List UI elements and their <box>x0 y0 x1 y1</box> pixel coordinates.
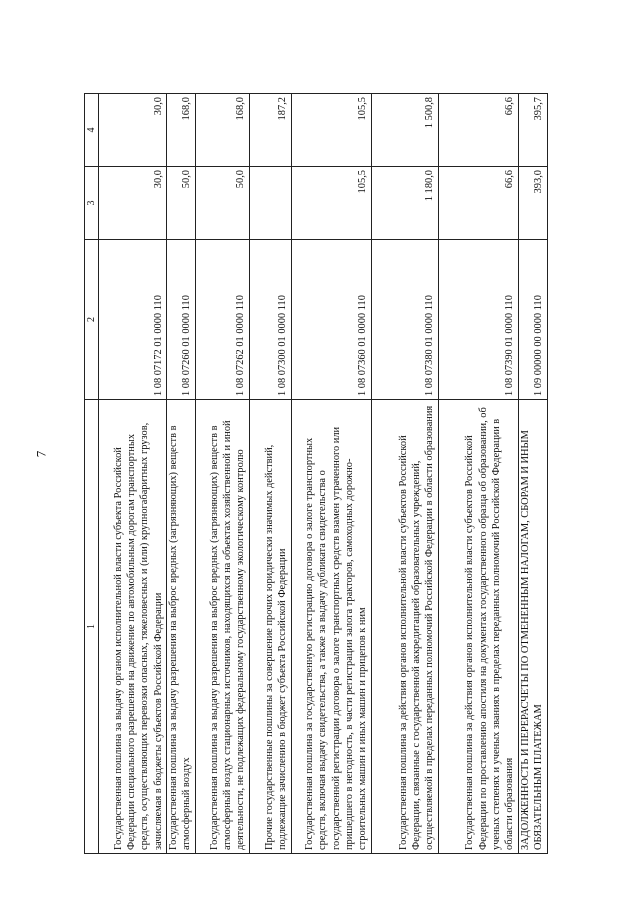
row-name-cell: Государственная пошлина за выдачу разрешения на выброс вредных (загрязняющих) веществ в атмосферный воздух стационарных источников, находящихся на объектах хозяйственной и иной деятельности, не подлежащих федеральному государственному экологическому контролю <box>195 400 249 854</box>
column-header: 1 <box>85 400 99 854</box>
table-row <box>99 94 167 854</box>
table-row <box>438 94 518 854</box>
row-value-col4-cell: 66,6 <box>438 94 518 167</box>
column-header: 3 <box>85 167 99 240</box>
page-number: 7 <box>33 450 49 458</box>
row-name-cell: Прочие государственные пошлины за совершение прочих юридически значимых действий, подлежащие зачислению в бюджет субъекта Российской Федерации <box>249 400 291 854</box>
column-header: 4 <box>85 94 99 167</box>
row-code-cell: 1 08 07300 01 0000 110 <box>249 240 291 400</box>
row-value-col4-cell: 1 500,8 <box>371 94 438 167</box>
row-value-col3-cell: 30,0 <box>99 167 167 240</box>
row-value-col3-cell: 50,0 <box>195 167 249 240</box>
row-value-col3-cell: 1 180,0 <box>371 167 438 240</box>
table-row <box>291 94 371 854</box>
row-code-cell: 1 08 07360 01 0000 110 <box>291 240 371 400</box>
row-value-col3-cell: 66,6 <box>438 167 518 240</box>
row-value-col4-cell: 168,0 <box>195 94 249 167</box>
table-header-row <box>85 94 99 854</box>
row-value-col3-cell <box>249 167 291 240</box>
row-value-col4-cell: 30,0 <box>99 94 167 167</box>
row-code-cell: 1 08 07262 01 0000 110 <box>195 240 249 400</box>
row-value-col3-cell: 393,0 <box>518 167 547 240</box>
row-code-cell: 1 08 07260 01 0000 110 <box>167 240 196 400</box>
row-value-col4-cell: 168,0 <box>167 94 196 167</box>
row-value-col3-cell: 50,0 <box>167 167 196 240</box>
table-row <box>167 94 196 854</box>
table-row <box>371 94 438 854</box>
row-code-cell: 1 08 07390 01 0000 110 <box>438 240 518 400</box>
row-value-col4-cell: 187,2 <box>249 94 291 167</box>
row-name-cell: Государственная пошлина за выдачу разрешения на выброс вредных (загрязняющих) веществ в атмосферный воздух <box>167 400 196 854</box>
row-value-col3-cell: 105,5 <box>291 167 371 240</box>
row-code-cell: 1 08 07380 01 0000 110 <box>371 240 438 400</box>
row-value-col4-cell: 105,5 <box>291 94 371 167</box>
rotated-page-content <box>84 94 554 854</box>
row-code-cell: 1 08 07172 01 0000 110 <box>99 240 167 400</box>
table-row <box>195 94 249 854</box>
row-name-cell: Государственная пошлина за действия органов исполнительной власти субъектов Российской Федерации, связанные с государственной аккредитацией образовательных учреждений, осуществляемой в пределах переданных полномочий Российской Федерации в области образования <box>371 400 438 854</box>
row-name-cell: Государственная пошлина за государственную регистрацию договора о залоге транспортных средств, включая выдачу свидетельства, а также за выдачу дубликата свидетельства о государственной регистрации договора о залоге транспортных средств взамен утраченного или пришедшего в негодность, в части регистрации залога тракторов, самоходных дорожно-строительных машин и иных машин и прицепов к ним <box>291 400 371 854</box>
row-name-cell: ЗАДОЛЖЕННОСТЬ И ПЕРЕРАСЧЕТЫ ПО ОТМЕНЕННЫМ НАЛОГАМ, СБОРАМ И ИНЫМ ОБЯЗАТЕЛЬНЫМ ПЛАТЕЖАМ <box>518 400 547 854</box>
table-row <box>518 94 547 854</box>
revenue-table <box>84 93 548 854</box>
row-name-cell: Государственная пошлина за действия органов исполнительной власти субъектов Российской Федерации по проставлению апостиля на документах государственного образца об образовании, об ученых степенях и ученых званиях в пределах переданных полномочий Российской Федерации в области образования <box>438 400 518 854</box>
column-header: 2 <box>85 240 99 400</box>
row-name-cell: Государственная пошлина за выдачу органом исполнительной власти субъекта Российской Федерации специального разрешения на движение по автомобильным дорогам транспортных средств, осуществляющих перевозки опасных, тяжеловесных и (или) крупногабаритных грузов, зачисляемая в бюджеты субъектов Российской Федерации <box>99 400 167 854</box>
row-code-cell: 1 09 00000 00 0000 110 <box>518 240 547 400</box>
table-row <box>249 94 291 854</box>
row-value-col4-cell: 395,7 <box>518 94 547 167</box>
